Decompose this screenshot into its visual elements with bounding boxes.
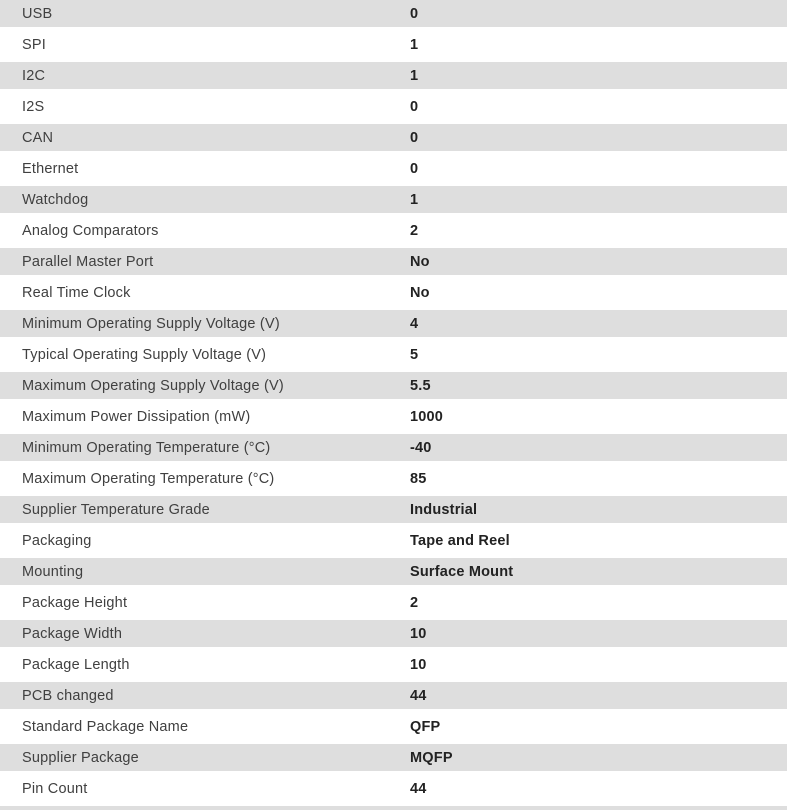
attribute-value: 44 (410, 687, 427, 704)
attribute-label: USB (22, 5, 53, 22)
table-row (0, 744, 787, 771)
table-row (0, 124, 787, 151)
attribute-label: Watchdog (22, 191, 89, 208)
attribute-value: MQFP (410, 749, 453, 766)
table-row (0, 434, 787, 461)
table-row (0, 682, 787, 709)
attribute-value: 0 (410, 160, 419, 177)
attribute-label: Maximum Operating Temperature (°C) (22, 470, 275, 487)
table-row (0, 589, 787, 616)
attribute-label: Package Length (22, 656, 130, 673)
attribute-value: -40 (410, 439, 432, 456)
attribute-label: Standard Package Name (22, 718, 189, 735)
attribute-value: 4 (410, 315, 419, 332)
attribute-label: Parallel Master Port (22, 253, 154, 270)
attribute-value: 1 (410, 67, 419, 84)
table-row (0, 341, 787, 368)
attribute-label: I2C (22, 67, 46, 84)
attribute-label: Maximum Power Dissipation (mW) (22, 408, 251, 425)
attribute-label: Supplier Temperature Grade (22, 501, 210, 518)
table-row (0, 620, 787, 647)
attribute-value: 10 (410, 656, 427, 673)
attribute-label: Package Height (22, 594, 128, 611)
attribute-value: 1000 (410, 408, 444, 425)
attribute-label: Minimum Operating Supply Voltage (V) (22, 315, 280, 332)
attribute-label: I2S (22, 98, 45, 115)
attribute-value: Tape and Reel (410, 532, 510, 549)
table-row (0, 403, 787, 430)
table-row (0, 279, 787, 306)
table-row (0, 558, 787, 585)
attribute-label: Pin Count (22, 780, 88, 797)
attribute-label: Packaging (22, 532, 92, 549)
attribute-value: Industrial (410, 501, 478, 518)
attribute-value: 0 (410, 98, 419, 115)
attribute-value: QFP (410, 718, 441, 735)
attribute-label: SPI (22, 36, 46, 53)
table-row (0, 713, 787, 740)
table-row (0, 62, 787, 89)
attribute-value: No (410, 284, 430, 301)
attribute-value: 10 (410, 625, 427, 642)
attribute-label: Maximum Operating Supply Voltage (V) (22, 377, 284, 394)
attribute-value: 2 (410, 594, 419, 611)
attribute-value: Surface Mount (410, 563, 514, 580)
attribute-value: 2 (410, 222, 419, 239)
attribute-value: No (410, 253, 430, 270)
attribute-label: Minimum Operating Temperature (°C) (22, 439, 271, 456)
table-row (0, 775, 787, 802)
attribute-value: 5 (410, 346, 419, 363)
table-row (0, 651, 787, 678)
attribute-label: Analog Comparators (22, 222, 159, 239)
attribute-label: PCB changed (22, 687, 114, 704)
table-row-partial (0, 806, 787, 810)
attribute-label: Typical Operating Supply Voltage (V) (22, 346, 267, 363)
attribute-label: Mounting (22, 563, 84, 580)
attribute-value: 1 (410, 191, 419, 208)
table-row (0, 217, 787, 244)
attribute-label: Package Width (22, 625, 123, 642)
attribute-value: 1 (410, 36, 419, 53)
attribute-value: 0 (410, 129, 419, 146)
attribute-value: 85 (410, 470, 427, 487)
table-row (0, 0, 787, 27)
attribute-value: 5.5 (410, 377, 431, 394)
table-row (0, 465, 787, 492)
table-row (0, 496, 787, 523)
table-row (0, 93, 787, 120)
table-row (0, 310, 787, 337)
attribute-value: 0 (410, 5, 419, 22)
table-row (0, 31, 787, 58)
attribute-label: Real Time Clock (22, 284, 131, 301)
attribute-label: Supplier Package (22, 749, 139, 766)
attribute-value: 44 (410, 780, 427, 797)
table-row (0, 155, 787, 182)
attribute-label: CAN (22, 129, 54, 146)
table-row (0, 186, 787, 213)
table-row (0, 372, 787, 399)
table-row (0, 527, 787, 554)
attribute-label: Ethernet (22, 160, 79, 177)
table-row (0, 248, 787, 275)
